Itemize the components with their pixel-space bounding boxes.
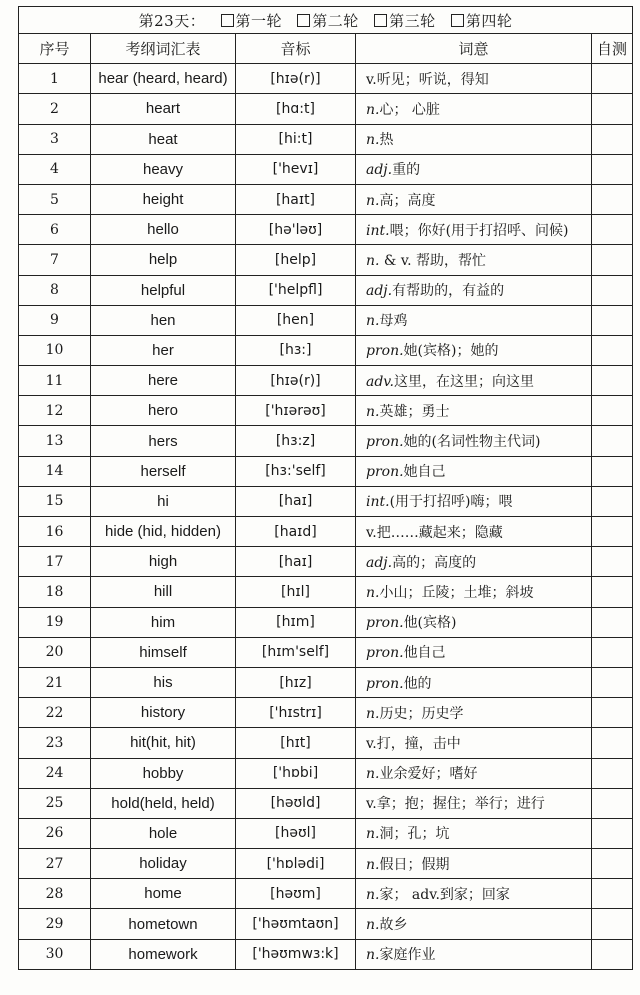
row-self-test-cell[interactable] [592, 728, 633, 758]
row-num: 30 [19, 939, 91, 969]
row-num: 26 [19, 818, 91, 848]
row-word: help [91, 245, 236, 275]
row-ipa: ['hɪərəʊ] [236, 396, 356, 426]
row-word: hole [91, 818, 236, 848]
row-self-test-cell[interactable] [592, 486, 633, 516]
row-self-test-cell[interactable] [592, 517, 633, 547]
row-num: 7 [19, 245, 91, 275]
row-self-test-cell[interactable] [592, 64, 633, 94]
table-row [19, 184, 633, 214]
row-meaning: n.家； adv.到家；回家 [356, 879, 592, 909]
row-num: 29 [19, 909, 91, 939]
row-meaning: adj.重的 [356, 154, 592, 184]
part-of-speech: n. [366, 856, 380, 873]
row-num: 11 [19, 366, 91, 396]
row-num: 21 [19, 667, 91, 697]
row-ipa: [həʊl] [236, 818, 356, 848]
table-row [19, 818, 633, 848]
part-of-speech: n. [366, 132, 380, 149]
row-ipa: [hen] [236, 305, 356, 335]
table-row [19, 215, 633, 245]
part-of-speech: n. [366, 947, 380, 964]
row-num: 20 [19, 637, 91, 667]
row-num: 24 [19, 758, 91, 788]
row-word: hero [91, 396, 236, 426]
header-word: 考纲词汇表 [91, 34, 236, 64]
table-row [19, 64, 633, 94]
row-num: 4 [19, 154, 91, 184]
row-word: herself [91, 456, 236, 486]
row-meaning: n.洞；孔；坑 [356, 818, 592, 848]
table-body [19, 64, 633, 970]
part-of-speech: n. [366, 101, 380, 118]
row-word: hen [91, 305, 236, 335]
table-row [19, 94, 633, 124]
table-row [19, 698, 633, 728]
part-of-speech: n. [366, 403, 380, 420]
row-word: holiday [91, 849, 236, 879]
day-label: 第23天： [138, 11, 206, 30]
table-row [19, 939, 633, 969]
row-self-test-cell[interactable] [592, 758, 633, 788]
row-num: 13 [19, 426, 91, 456]
row-word: his [91, 667, 236, 697]
row-meaning: n.心； 心脏 [356, 94, 592, 124]
part-of-speech: adv. [366, 373, 395, 390]
part-of-speech: adj. [366, 554, 393, 571]
table-row [19, 758, 633, 788]
row-word: heart [91, 94, 236, 124]
table-row [19, 275, 633, 305]
row-word: himself [91, 637, 236, 667]
row-word: hide (hid, hidden) [91, 517, 236, 547]
row-meaning: n.业余爱好；嗜好 [356, 758, 592, 788]
round-3-label: 第三轮 [389, 11, 436, 30]
row-self-test-cell[interactable] [592, 94, 633, 124]
row-word: hill [91, 577, 236, 607]
row-num: 23 [19, 728, 91, 758]
row-meaning: pron.他(宾格) [356, 607, 592, 637]
row-meaning: n. & v. 帮助，帮忙 [356, 245, 592, 275]
part-of-speech: int. [366, 494, 390, 511]
row-word: hit(hit, hit) [91, 728, 236, 758]
row-ipa: [hɪt] [236, 728, 356, 758]
part-of-speech: adj. [366, 162, 393, 179]
row-meaning: v.听见；听说，得知 [356, 64, 592, 94]
table-row [19, 637, 633, 667]
table-row [19, 909, 633, 939]
table-row [19, 547, 633, 577]
row-num: 18 [19, 577, 91, 607]
round-4-checkbox[interactable] [451, 14, 464, 27]
row-meaning: n.英雄；勇士 [356, 396, 592, 426]
row-meaning: n.故乡 [356, 909, 592, 939]
row-num: 25 [19, 788, 91, 818]
row-word: hello [91, 215, 236, 245]
table-row [19, 305, 633, 335]
part-of-speech: pron. [366, 343, 404, 360]
part-of-speech: n. [366, 886, 380, 903]
row-ipa: [haɪ] [236, 547, 356, 577]
row-num: 28 [19, 879, 91, 909]
row-word: hi [91, 486, 236, 516]
row-word: homework [91, 939, 236, 969]
row-meaning: adv.这里，在这里；向这里 [356, 366, 592, 396]
row-word: hometown [91, 909, 236, 939]
row-ipa: ['həʊmwɜ:k] [236, 939, 356, 969]
row-self-test-cell[interactable] [592, 667, 633, 697]
header-num: 序号 [19, 34, 91, 64]
row-ipa: [hɜ:'self] [236, 456, 356, 486]
row-self-test-cell[interactable] [592, 184, 633, 214]
round-4-label: 第四轮 [465, 11, 513, 30]
row-num: 19 [19, 607, 91, 637]
table-row [19, 426, 633, 456]
row-self-test-cell[interactable] [592, 275, 633, 305]
row-ipa: [hɪz] [236, 667, 356, 697]
row-self-test-cell[interactable] [592, 849, 633, 879]
row-meaning: pron.他自己 [356, 637, 592, 667]
table-row [19, 456, 633, 486]
part-of-speech: n. [366, 826, 380, 843]
row-self-test-cell[interactable] [592, 154, 633, 184]
row-num: 10 [19, 335, 91, 365]
row-ipa: [haɪt] [236, 184, 356, 214]
header-ipa: 音标 [236, 34, 356, 64]
round-2-checkbox[interactable] [297, 14, 310, 27]
table-row [19, 366, 633, 396]
row-ipa: ['hɒbi] [236, 758, 356, 788]
row-ipa: [help] [236, 245, 356, 275]
part-of-speech: pron. [366, 645, 404, 662]
row-meaning: n.家庭作业 [356, 939, 592, 969]
table-row [19, 788, 633, 818]
row-self-test-cell[interactable] [592, 909, 633, 939]
row-num: 27 [19, 849, 91, 879]
row-word: here [91, 366, 236, 396]
row-num: 14 [19, 456, 91, 486]
row-self-test-cell[interactable] [592, 335, 633, 365]
row-ipa: ['hevɪ] [236, 154, 356, 184]
round-1-label: 第一轮 [235, 11, 283, 30]
header-meaning: 词意 [356, 34, 592, 64]
table-row [19, 728, 633, 758]
table-row [19, 607, 633, 637]
part-of-speech: pron. [366, 464, 404, 481]
row-ipa: [hɪə(r)] [236, 366, 356, 396]
part-of-speech: pron. [366, 615, 404, 632]
row-ipa: ['helpfl] [236, 275, 356, 305]
table-row [19, 577, 633, 607]
header-row [19, 34, 633, 64]
row-ipa: [hɜ:z] [236, 426, 356, 456]
row-num: 5 [19, 184, 91, 214]
row-meaning: n.热 [356, 124, 592, 154]
row-word: high [91, 547, 236, 577]
row-num: 9 [19, 305, 91, 335]
part-of-speech: pron. [366, 434, 404, 451]
row-meaning: adj.高的；高度的 [356, 547, 592, 577]
row-word: history [91, 698, 236, 728]
row-num: 15 [19, 486, 91, 516]
row-word: heat [91, 124, 236, 154]
part-of-speech: n. [366, 192, 380, 209]
row-self-test-cell[interactable] [592, 698, 633, 728]
header-self-test: 自测 [592, 34, 633, 64]
row-self-test-cell[interactable] [592, 818, 633, 848]
row-ipa: ['hɒlədi] [236, 849, 356, 879]
row-word: hear (heard, heard) [91, 64, 236, 94]
row-ipa: [haɪd] [236, 517, 356, 547]
row-self-test-cell[interactable] [592, 215, 633, 245]
row-meaning: int.(用于打招呼)嗨；喂 [356, 486, 592, 516]
row-meaning: pron.她(宾格)；她的 [356, 335, 592, 365]
row-self-test-cell[interactable] [592, 366, 633, 396]
part-of-speech: n. [366, 252, 380, 269]
row-num: 6 [19, 215, 91, 245]
part-of-speech: adj. [366, 283, 393, 300]
row-meaning: v.打，撞，击中 [356, 728, 592, 758]
row-meaning: n.假日；假期 [356, 849, 592, 879]
row-word: home [91, 879, 236, 909]
day-title [19, 7, 633, 34]
row-ipa: [hɪl] [236, 577, 356, 607]
row-meaning: n.历史；历史学 [356, 698, 592, 728]
row-self-test-cell[interactable] [592, 788, 633, 818]
table-row [19, 517, 633, 547]
row-ipa: [haɪ] [236, 486, 356, 516]
row-ipa: [hə'ləʊ] [236, 215, 356, 245]
row-meaning: int.喂；你好(用于打招呼、问候) [356, 215, 592, 245]
row-meaning: v.拿；抱；握住；举行；进行 [356, 788, 592, 818]
row-self-test-cell[interactable] [592, 245, 633, 275]
row-ipa: [hɪm'self] [236, 637, 356, 667]
table-row [19, 486, 633, 516]
round-3-checkbox[interactable] [374, 14, 387, 27]
row-self-test-cell[interactable] [592, 396, 633, 426]
row-ipa: [həʊm] [236, 879, 356, 909]
table-row [19, 849, 633, 879]
row-meaning: v.把……藏起来；隐藏 [356, 517, 592, 547]
row-ipa: [həʊld] [236, 788, 356, 818]
row-self-test-cell[interactable] [592, 456, 633, 486]
row-word: hold(held, held) [91, 788, 236, 818]
row-self-test-cell[interactable] [592, 547, 633, 577]
row-ipa: [hɜ:] [236, 335, 356, 365]
row-self-test-cell[interactable] [592, 879, 633, 909]
table-row [19, 667, 633, 697]
row-num: 17 [19, 547, 91, 577]
row-word: her [91, 335, 236, 365]
table-row [19, 124, 633, 154]
part-of-speech: n. [366, 766, 380, 783]
row-meaning: adj.有帮助的，有益的 [356, 275, 592, 305]
part-of-speech: n. [366, 584, 380, 601]
row-ipa: [hɑ:t] [236, 94, 356, 124]
row-meaning: pron.她自己 [356, 456, 592, 486]
row-self-test-cell[interactable] [592, 305, 633, 335]
row-ipa: [hɪm] [236, 607, 356, 637]
row-num: 16 [19, 517, 91, 547]
row-meaning: pron.她的(名词性物主代词) [356, 426, 592, 456]
row-num: 22 [19, 698, 91, 728]
row-num: 1 [19, 64, 91, 94]
row-meaning: n.高；高度 [356, 184, 592, 214]
part-of-speech: int. [366, 222, 390, 239]
part-of-speech: n. [366, 917, 380, 934]
row-ipa: [hi:t] [236, 124, 356, 154]
row-ipa: ['hɪstrɪ] [236, 698, 356, 728]
row-meaning: n.小山；丘陵；土堆；斜坡 [356, 577, 592, 607]
title-row [19, 7, 633, 34]
row-word: height [91, 184, 236, 214]
row-word: heavy [91, 154, 236, 184]
table-row [19, 396, 633, 426]
row-self-test-cell[interactable] [592, 637, 633, 667]
round-1-checkbox[interactable] [221, 14, 234, 27]
row-self-test-cell[interactable] [592, 939, 633, 969]
row-num: 12 [19, 396, 91, 426]
row-ipa: [hɪə(r)] [236, 64, 356, 94]
vocabulary-table [18, 6, 633, 970]
row-self-test-cell[interactable] [592, 577, 633, 607]
row-word: hobby [91, 758, 236, 788]
row-meaning: pron.他的 [356, 667, 592, 697]
row-num: 8 [19, 275, 91, 305]
part-of-speech: n. [366, 705, 380, 722]
table-row [19, 245, 633, 275]
table-row [19, 335, 633, 365]
round-2-label: 第二轮 [312, 11, 359, 30]
row-num: 3 [19, 124, 91, 154]
row-word: hers [91, 426, 236, 456]
row-self-test-cell[interactable] [592, 426, 633, 456]
table-row [19, 154, 633, 184]
part-of-speech: pron. [366, 675, 404, 692]
row-self-test-cell[interactable] [592, 124, 633, 154]
row-ipa: ['həʊmtaʊn] [236, 909, 356, 939]
row-num: 2 [19, 94, 91, 124]
row-word: him [91, 607, 236, 637]
row-word: helpful [91, 275, 236, 305]
table-row [19, 879, 633, 909]
part-of-speech: n. [366, 313, 380, 330]
row-meaning: n.母鸡 [356, 305, 592, 335]
row-self-test-cell[interactable] [592, 607, 633, 637]
